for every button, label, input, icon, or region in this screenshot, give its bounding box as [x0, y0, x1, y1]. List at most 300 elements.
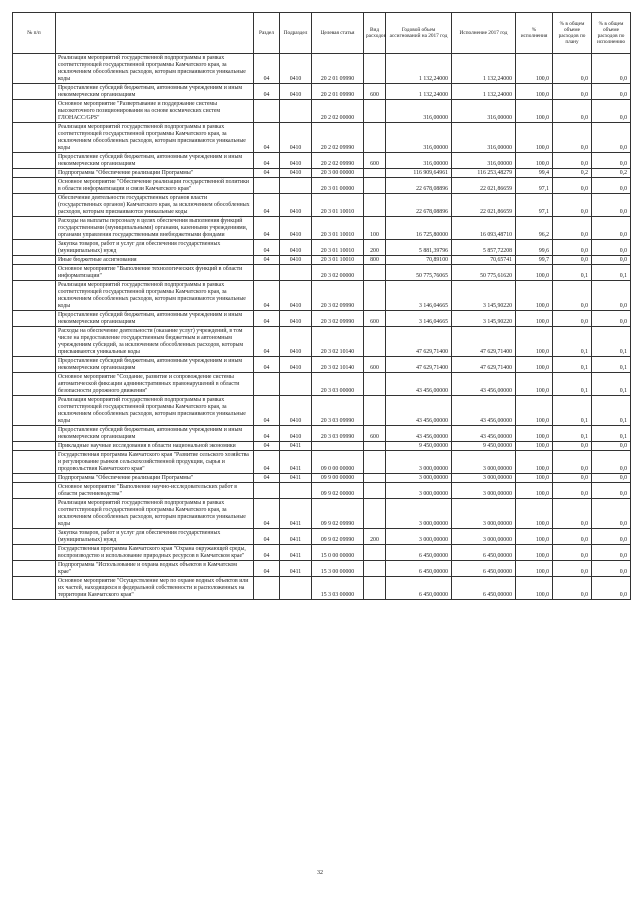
cell-target: 20 3 01 10010 — [312, 217, 364, 240]
cell-share-exec: 0,0 — [592, 545, 631, 561]
cell-executed: 3 000,00000 — [452, 451, 516, 474]
cell-annual: 3 000,00000 — [386, 529, 452, 545]
cell-share-exec: 0,0 — [592, 54, 631, 84]
cell-target: 20 3 02 09990 — [312, 281, 364, 311]
cell-target: 09 9 02 09990 — [312, 499, 364, 529]
cell-executed: 6 450,00000 — [452, 561, 516, 577]
cell-target: 09 0 00 00000 — [312, 451, 364, 474]
cell-share-exec: 0,1 — [592, 373, 631, 396]
cell-num — [13, 545, 56, 561]
cell-share-exec: 0,0 — [592, 474, 631, 483]
cell-subsection: 0410 — [280, 194, 312, 217]
cell-section: 04 — [254, 281, 280, 311]
table-row — [13, 577, 631, 600]
cell-name: Государственная программа Камчатского края "Развитие сельского хозяйства и регулирование рынков сельскохозяйственной продукции, сырья и продовольствия Камчатского края" — [56, 451, 254, 474]
cell-num — [13, 153, 56, 169]
cell-pct: 100,0 — [516, 327, 553, 357]
cell-num — [13, 311, 56, 327]
cell-pct: 100,0 — [516, 529, 553, 545]
cell-name: Закупка товаров, работ и услуг для обеспечения государственных (муниципальных) нужд — [56, 529, 254, 545]
cell-share-total: 0,1 — [553, 327, 592, 357]
cell-expense-type — [364, 483, 386, 499]
cell-target: 15 3 00 00000 — [312, 561, 364, 577]
cell-name: Реализация мероприятий государственной подпрограммы в рамках соответствующей государственной программы Камчатского края, за исключением обособленных расходов, которым присваиваются уникальные коды — [56, 123, 254, 153]
cell-name: Реализация мероприятий государственной подпрограммы в рамках соответствующей государственной программы Камчатского края, за исключением обособленных расходов, которым присваиваются уникальные коды — [56, 54, 254, 84]
cell-share-exec: 0,0 — [592, 451, 631, 474]
cell-expense-type — [364, 178, 386, 194]
cell-annual: 316,00000 — [386, 123, 452, 153]
cell-pct: 100,0 — [516, 451, 553, 474]
cell-subsection — [280, 265, 312, 281]
header-share-exec: % в общем объеме расходов по исполнению — [592, 13, 631, 54]
cell-share-total: 0,0 — [553, 311, 592, 327]
cell-share-total: 0,0 — [553, 561, 592, 577]
cell-section: 04 — [254, 529, 280, 545]
cell-annual: 3 146,04665 — [386, 281, 452, 311]
cell-share-exec: 0,0 — [592, 153, 631, 169]
cell-executed: 3 000,00000 — [452, 474, 516, 483]
cell-subsection — [280, 373, 312, 396]
cell-pct: 96,2 — [516, 217, 553, 240]
cell-name: Предоставление субсидий бюджетным, автономным учреждениям и иным некоммерческим организациям — [56, 311, 254, 327]
cell-share-exec: 0,0 — [592, 311, 631, 327]
cell-num — [13, 561, 56, 577]
cell-target: 09 9 02 00000 — [312, 483, 364, 499]
cell-annual: 5 881,39796 — [386, 240, 452, 256]
cell-share-exec: 0,1 — [592, 357, 631, 373]
table-row — [13, 373, 631, 396]
cell-expense-type — [364, 327, 386, 357]
cell-executed: 43 456,00000 — [452, 373, 516, 396]
cell-expense-type: 200 — [364, 240, 386, 256]
cell-target: 20 3 00 00000 — [312, 169, 364, 178]
header-share-total: % в общем объеме расходов по плану — [553, 13, 592, 54]
cell-name: Расходы на обеспечение деятельности (оказание услуг) учреждений, в том числе на предоставление государственным бюджетным и автономным учреждениям субсидий, за исключением обособленных расходов, которым присваиваются уникальные коды — [56, 327, 254, 357]
cell-executed: 3 000,00000 — [452, 499, 516, 529]
cell-pct: 100,0 — [516, 100, 553, 123]
cell-section: 04 — [254, 311, 280, 327]
cell-section: 04 — [254, 217, 280, 240]
cell-pct: 100,0 — [516, 545, 553, 561]
cell-subsection: 0411 — [280, 545, 312, 561]
cell-expense-type — [364, 100, 386, 123]
cell-num — [13, 357, 56, 373]
cell-share-total: 0,0 — [553, 217, 592, 240]
table-row — [13, 84, 631, 100]
header-expense-type: Вид расходов — [364, 13, 386, 54]
cell-share-total: 0,1 — [553, 357, 592, 373]
cell-section: 04 — [254, 545, 280, 561]
cell-pct: 100,0 — [516, 483, 553, 499]
cell-annual: 3 000,00000 — [386, 499, 452, 529]
table-row — [13, 545, 631, 561]
cell-num — [13, 451, 56, 474]
cell-share-exec: 0,0 — [592, 100, 631, 123]
cell-executed: 1 132,24000 — [452, 54, 516, 84]
cell-annual: 1 132,24000 — [386, 54, 452, 84]
cell-annual: 50 775,76065 — [386, 265, 452, 281]
cell-share-total: 0,1 — [553, 373, 592, 396]
cell-subsection: 0410 — [280, 240, 312, 256]
cell-target: 15 0 00 00000 — [312, 545, 364, 561]
cell-pct: 100,0 — [516, 499, 553, 529]
cell-pct: 99,4 — [516, 169, 553, 178]
table-row — [13, 194, 631, 217]
cell-subsection: 0410 — [280, 357, 312, 373]
table-row — [13, 529, 631, 545]
cell-annual: 6 450,00000 — [386, 577, 452, 600]
table-row — [13, 561, 631, 577]
cell-num — [13, 178, 56, 194]
table-row — [13, 123, 631, 153]
cell-annual: 316,00000 — [386, 153, 452, 169]
cell-pct: 100,0 — [516, 357, 553, 373]
cell-name: Основное мероприятие "Обеспечение реализации государственной политики в области информатизации и связи Камчатского края" — [56, 178, 254, 194]
cell-executed: 6 450,00000 — [452, 545, 516, 561]
cell-num — [13, 483, 56, 499]
cell-name: Расходы на выплаты персоналу в целях обеспечения выполнения функций государственными (муниципальными) органами, казенными учреждениями, органами управления государственными внебюджетными фондами — [56, 217, 254, 240]
cell-target: 20 3 02 09990 — [312, 311, 364, 327]
cell-annual: 47 629,71400 — [386, 357, 452, 373]
cell-name: Основное мероприятие "Осуществление мер по охране водных объектов или их частей, находящихся в федеральной собственности и расположенных на территории Камчатского края" — [56, 577, 254, 600]
cell-section: 04 — [254, 256, 280, 265]
cell-annual: 22 678,08896 — [386, 194, 452, 217]
cell-executed: 47 629,71400 — [452, 357, 516, 373]
cell-section: 04 — [254, 240, 280, 256]
cell-pct: 99,7 — [516, 256, 553, 265]
cell-share-total: 0,0 — [553, 545, 592, 561]
cell-subsection: 0410 — [280, 281, 312, 311]
cell-annual: 16 725,80000 — [386, 217, 452, 240]
cell-target: 20 2 01 09990 — [312, 54, 364, 84]
cell-expense-type — [364, 442, 386, 451]
cell-executed: 3 000,00000 — [452, 529, 516, 545]
cell-share-total: 0,0 — [553, 483, 592, 499]
table-row — [13, 474, 631, 483]
cell-name: Предоставление субсидий бюджетным, автономным учреждениям и иным некоммерческим организациям — [56, 426, 254, 442]
cell-subsection: 0410 — [280, 153, 312, 169]
cell-subsection: 0411 — [280, 451, 312, 474]
cell-section: 04 — [254, 169, 280, 178]
cell-expense-type — [364, 451, 386, 474]
cell-section: 04 — [254, 357, 280, 373]
cell-expense-type — [364, 169, 386, 178]
table-row — [13, 357, 631, 373]
cell-share-exec: 0,1 — [592, 327, 631, 357]
header-executed: Исполнение 2017 год — [452, 13, 516, 54]
cell-target: 20 2 02 09990 — [312, 123, 364, 153]
cell-annual: 43 456,00000 — [386, 426, 452, 442]
cell-num — [13, 281, 56, 311]
cell-subsection: 0411 — [280, 561, 312, 577]
cell-pct: 100,0 — [516, 474, 553, 483]
cell-subsection — [280, 483, 312, 499]
cell-subsection: 0411 — [280, 499, 312, 529]
cell-subsection: 0411 — [280, 529, 312, 545]
cell-subsection: 0410 — [280, 217, 312, 240]
cell-executed: 316,00000 — [452, 100, 516, 123]
cell-subsection: 0411 — [280, 474, 312, 483]
table-row — [13, 256, 631, 265]
cell-pct: 100,0 — [516, 153, 553, 169]
cell-expense-type — [364, 545, 386, 561]
cell-section: 04 — [254, 396, 280, 426]
cell-executed: 47 629,71400 — [452, 327, 516, 357]
cell-share-total: 0,1 — [553, 396, 592, 426]
cell-expense-type — [364, 265, 386, 281]
cell-name: Основное мероприятие "Выполнение научно-исследовательских работ в области растениеводства" — [56, 483, 254, 499]
cell-executed: 70,65741 — [452, 256, 516, 265]
cell-num — [13, 240, 56, 256]
cell-expense-type — [364, 396, 386, 426]
header-pct: % исполнения — [516, 13, 553, 54]
cell-name: Подпрограмма "Обеспечение реализации Программы" — [56, 169, 254, 178]
cell-executed: 3 145,90220 — [452, 311, 516, 327]
cell-expense-type: 600 — [364, 426, 386, 442]
cell-share-total: 0,0 — [553, 281, 592, 311]
cell-pct: 100,0 — [516, 281, 553, 311]
cell-annual: 3 000,00000 — [386, 451, 452, 474]
cell-pct: 100,0 — [516, 561, 553, 577]
cell-expense-type — [364, 499, 386, 529]
cell-annual: 3 146,04665 — [386, 311, 452, 327]
cell-expense-type — [364, 561, 386, 577]
cell-target: 20 3 03 09990 — [312, 426, 364, 442]
cell-section: 04 — [254, 194, 280, 217]
cell-section: 04 — [254, 327, 280, 357]
cell-share-total: 0,0 — [553, 153, 592, 169]
cell-share-exec: 0,0 — [592, 281, 631, 311]
cell-share-exec: 0,0 — [592, 217, 631, 240]
header-num: № п/п — [13, 13, 56, 54]
cell-section: 04 — [254, 153, 280, 169]
table-row — [13, 100, 631, 123]
cell-pct: 100,0 — [516, 265, 553, 281]
cell-executed: 50 775,61620 — [452, 265, 516, 281]
cell-expense-type — [364, 281, 386, 311]
cell-target: 20 3 01 00000 — [312, 178, 364, 194]
cell-num — [13, 373, 56, 396]
header-name — [56, 13, 254, 54]
cell-share-total: 0,0 — [553, 499, 592, 529]
cell-executed: 43 456,00000 — [452, 396, 516, 426]
cell-name: Основное мероприятие "Развертывание и поддержание системы высокоточного позиционирования на основе космических систем ГЛОНАСС/GPS" — [56, 100, 254, 123]
header-target: Целевая статья — [312, 13, 364, 54]
cell-target: 15 3 03 00000 — [312, 577, 364, 600]
cell-subsection: 0410 — [280, 327, 312, 357]
cell-share-exec: 0,0 — [592, 256, 631, 265]
cell-share-total: 0,0 — [553, 54, 592, 84]
cell-pct: 99,6 — [516, 240, 553, 256]
cell-share-total: 0,0 — [553, 451, 592, 474]
cell-share-exec: 0,0 — [592, 178, 631, 194]
budget-table — [12, 12, 631, 600]
cell-subsection: 0410 — [280, 426, 312, 442]
cell-section: 04 — [254, 123, 280, 153]
cell-executed: 22 021,86659 — [452, 194, 516, 217]
cell-share-total: 0,1 — [553, 265, 592, 281]
cell-share-exec: 0,0 — [592, 529, 631, 545]
cell-pct: 100,0 — [516, 577, 553, 600]
cell-name: Прикладные научные исследования в области национальной экономики — [56, 442, 254, 451]
cell-annual: 43 456,00000 — [386, 373, 452, 396]
cell-name: Предоставление субсидий бюджетным, автономным учреждениям и иным некоммерческим организациям — [56, 357, 254, 373]
table-row — [13, 178, 631, 194]
cell-section — [254, 178, 280, 194]
cell-annual: 43 456,00000 — [386, 396, 452, 426]
cell-subsection — [280, 100, 312, 123]
cell-annual: 47 629,71400 — [386, 327, 452, 357]
cell-share-total: 0,0 — [553, 442, 592, 451]
cell-share-exec: 0,1 — [592, 265, 631, 281]
cell-expense-type: 600 — [364, 357, 386, 373]
cell-target: 20 2 02 09990 — [312, 153, 364, 169]
cell-executed: 1 132,24000 — [452, 84, 516, 100]
cell-share-exec: 0,0 — [592, 499, 631, 529]
cell-target: 20 2 02 00000 — [312, 100, 364, 123]
cell-num — [13, 577, 56, 600]
cell-share-total: 0,2 — [553, 169, 592, 178]
cell-target: 20 3 02 10140 — [312, 327, 364, 357]
cell-annual: 6 450,00000 — [386, 545, 452, 561]
table-row — [13, 169, 631, 178]
cell-executed: 16 093,48710 — [452, 217, 516, 240]
cell-num — [13, 396, 56, 426]
cell-share-total: 0,0 — [553, 100, 592, 123]
cell-section: 04 — [254, 561, 280, 577]
table-row — [13, 281, 631, 311]
cell-num — [13, 256, 56, 265]
cell-pct: 97,1 — [516, 194, 553, 217]
cell-name: Предоставление субсидий бюджетным, автономным учреждениям и иным некоммерческим организациям — [56, 84, 254, 100]
cell-annual: 1 132,24000 — [386, 84, 452, 100]
cell-target: 20 2 01 09990 — [312, 84, 364, 100]
cell-section: 04 — [254, 84, 280, 100]
cell-expense-type — [364, 577, 386, 600]
cell-name: Основное мероприятие "Создание, развитие и сопровождение системы автоматической фиксации административных правонарушений в области безопасности дорожного движения" — [56, 373, 254, 396]
cell-executed: 43 456,00000 — [452, 426, 516, 442]
cell-executed: 6 450,00000 — [452, 577, 516, 600]
cell-executed: 5 857,72208 — [452, 240, 516, 256]
cell-target: 20 3 02 10140 — [312, 357, 364, 373]
cell-share-total: 0,0 — [553, 256, 592, 265]
cell-num — [13, 529, 56, 545]
cell-expense-type — [364, 194, 386, 217]
cell-executed: 3 000,00000 — [452, 483, 516, 499]
cell-target: 20 3 01 10010 — [312, 240, 364, 256]
cell-target: 20 3 01 10010 — [312, 256, 364, 265]
cell-share-total: 0,0 — [553, 194, 592, 217]
cell-executed: 316,00000 — [452, 123, 516, 153]
cell-name: Обеспечение деятельности государственных органов власти (государственных органов) Камчатского края, за исключением обособленных расходов, которым присваиваются уникальные коды — [56, 194, 254, 217]
cell-num — [13, 169, 56, 178]
cell-share-total: 0,0 — [553, 529, 592, 545]
cell-pct: 100,0 — [516, 84, 553, 100]
table-row — [13, 396, 631, 426]
cell-expense-type: 200 — [364, 529, 386, 545]
table-row — [13, 499, 631, 529]
cell-executed: 316,00000 — [452, 153, 516, 169]
cell-subsection: 0410 — [280, 396, 312, 426]
cell-num — [13, 474, 56, 483]
table-row — [13, 54, 631, 84]
cell-annual: 9 450,00000 — [386, 442, 452, 451]
cell-subsection — [280, 178, 312, 194]
cell-section — [254, 265, 280, 281]
cell-name: Реализация мероприятий государственной подпрограммы в рамках соответствующей государственной программы Камчатского края, за исключением обособленных расходов, которым присваиваются уникальные коды — [56, 499, 254, 529]
cell-section — [254, 483, 280, 499]
header-subsection: Подраздел — [280, 13, 312, 54]
cell-annual: 70,89100 — [386, 256, 452, 265]
table-row — [13, 327, 631, 357]
cell-name: Государственная программа Камчатского края "Охрана окружающей среды, воспроизводство и использование природных ресурсов в Камчатском крае" — [56, 545, 254, 561]
cell-share-total: 0,0 — [553, 577, 592, 600]
cell-annual: 316,00000 — [386, 100, 452, 123]
cell-name: Закупка товаров, работ и услуг для обеспечения государственных (муниципальных) нужд — [56, 240, 254, 256]
cell-name: Реализация мероприятий государственной подпрограммы в рамках соответствующей государственной программы Камчатского края, за исключением обособленных расходов, которым присваиваются уникальные коды — [56, 281, 254, 311]
cell-name: Подпрограмма "Использование и охрана водных объектов в Камчатском крае" — [56, 561, 254, 577]
table-row — [13, 426, 631, 442]
cell-share-exec: 0,0 — [592, 561, 631, 577]
cell-section: 04 — [254, 426, 280, 442]
table-row — [13, 265, 631, 281]
cell-expense-type: 600 — [364, 311, 386, 327]
table-header-row — [13, 13, 631, 54]
cell-target: 20 3 01 10010 — [312, 194, 364, 217]
cell-annual: 116 909,64961 — [386, 169, 452, 178]
cell-section: 04 — [254, 474, 280, 483]
cell-executed: 22 021,86659 — [452, 178, 516, 194]
cell-num — [13, 123, 56, 153]
cell-share-total: 0,1 — [553, 426, 592, 442]
cell-num — [13, 54, 56, 84]
cell-expense-type: 100 — [364, 217, 386, 240]
table-row — [13, 217, 631, 240]
cell-target — [312, 442, 364, 451]
cell-pct: 100,0 — [516, 426, 553, 442]
table-row — [13, 240, 631, 256]
cell-target: 20 3 03 00000 — [312, 373, 364, 396]
cell-executed: 116 253,48279 — [452, 169, 516, 178]
cell-section — [254, 373, 280, 396]
cell-pct: 100,0 — [516, 54, 553, 84]
cell-target: 09 9 00 00000 — [312, 474, 364, 483]
cell-expense-type — [364, 123, 386, 153]
cell-pct: 100,0 — [516, 123, 553, 153]
cell-share-exec: 0,1 — [592, 396, 631, 426]
table-row — [13, 153, 631, 169]
cell-share-exec: 0,0 — [592, 483, 631, 499]
header-section: Раздел — [254, 13, 280, 54]
cell-section — [254, 577, 280, 600]
cell-subsection: 0410 — [280, 54, 312, 84]
cell-share-exec: 0,1 — [592, 426, 631, 442]
budget-sheet — [12, 12, 630, 600]
cell-expense-type — [364, 474, 386, 483]
cell-share-exec: 0,0 — [592, 194, 631, 217]
cell-name: Иные бюджетные ассигнования — [56, 256, 254, 265]
cell-num — [13, 217, 56, 240]
cell-target: 09 9 02 09990 — [312, 529, 364, 545]
cell-executed: 3 145,90220 — [452, 281, 516, 311]
cell-executed: 9 450,00000 — [452, 442, 516, 451]
cell-pct: 100,0 — [516, 396, 553, 426]
cell-annual: 6 450,00000 — [386, 561, 452, 577]
cell-section: 04 — [254, 442, 280, 451]
cell-subsection: 0411 — [280, 442, 312, 451]
cell-name: Подпрограмма "Обеспечение реализации Программы" — [56, 474, 254, 483]
cell-name: Основное мероприятие "Выполнение технологических функций в области информатизации" — [56, 265, 254, 281]
